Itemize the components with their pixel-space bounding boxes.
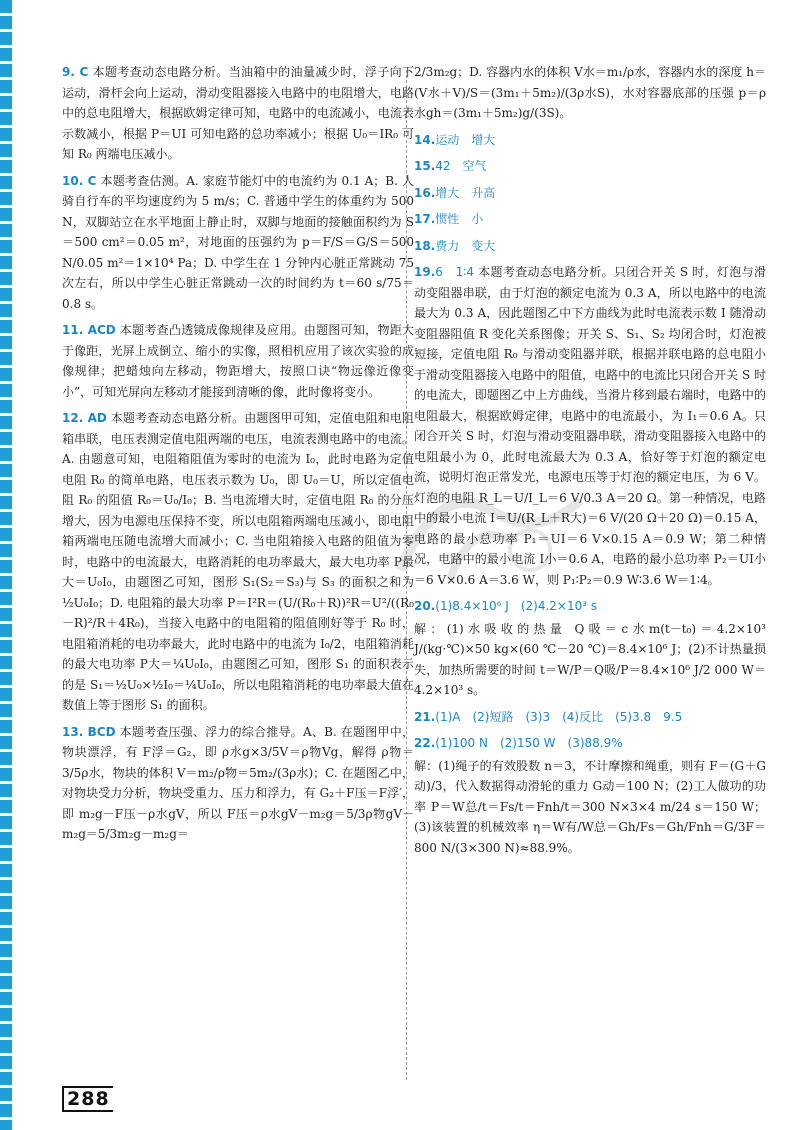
answer-text: 增大 升高 xyxy=(435,185,496,200)
explanation-text: 本题考查估测。A. 家庭节能灯中的电流约为 0.1 A；B. 人骑自行车的平均速度约为 5 m/s；C. 普通中学生的体重约为 500 N，双脚站立在水平地面上静止时，双脚与地面的接触面积约为 S＝500 cm²＝0.05 m²，对地面的压强约为 p＝F/S＝G/S＝500 N/0.05 m²＝1×10⁴ Pa；D. 中学生在 1 分钟内心脏正常跳动 75 次左右，所以中学生心脏正常跳动一次的时间约为 t＝60 s/75＝0.8 s。 xyxy=(62,173,414,311)
answer-13 xyxy=(62,722,414,845)
answer-20 xyxy=(414,596,766,701)
question-number: 10. C xyxy=(62,173,97,188)
answer-text: (1)100 N (2)150 W (3)88.9% xyxy=(435,736,623,750)
question-number: 14. xyxy=(414,132,436,147)
answer-text: 42 空气 xyxy=(435,159,487,173)
question-number: 15. xyxy=(414,159,436,173)
page-edge-bar xyxy=(0,0,12,1130)
answer-9 xyxy=(62,62,414,165)
answer-22 xyxy=(414,733,766,858)
question-number: 13. BCD xyxy=(62,724,116,739)
answer-text: 惯性 小 xyxy=(435,212,484,226)
left-column xyxy=(62,62,414,851)
answer-text: 6 1∶4 xyxy=(435,265,474,279)
question-number: 21. xyxy=(414,709,436,724)
answer-16 xyxy=(414,183,766,204)
answer-18 xyxy=(414,236,766,257)
explanation-text: 本题考查动态电路分析。由题图甲可知，定值电阻和电阻箱串联，电压表测定值电阻两端的电压，电流表测电路中的电流。A. 由题意可知，电阻箱阻值为零时的电流为 I₀，此时电路为定值电阻 R₀ 的简单电路，电压表示数为 U₀，即 U₀＝U，所以定值电阻 R₀ 的阻值 R₀＝U₀/I₀；B. 当电流增大时，定值电阻 R₀ 的分压增大，因为电源电压保持不变，所以电阻箱两端电压减小，即电阻箱两端电压随电流增大而减小；C. 当电阻箱接入电路的阻值为零时，电路中的电流最大，电路消耗的电功率最大，最大电功率 P最大＝U₀I₀，由题图乙可知，图形 S₁(S₂＝S₃)与 S₃ 的面积之和为 ½U₀I₀；D. 电阻箱的最大功率 P＝I²R＝(U/(R₀＋R))²R＝U²/((R₀－R)²/R＋4R₀)，当接入电路中的电阻箱的阻值刚好等于 R₀ 时，电阻箱消耗的电功率最大，此时电路中的电流为 I₀/2，电阻箱消耗的最大电功率 P大＝¼U₀I₀，由题图乙可知，图形 S₁ 的面积表示的是 S₁＝½U₀×½I₀＝¼U₀I₀，所以电阻箱消耗的电功率最大值在数值上等于图形 S₁ 的面积。 xyxy=(62,411,414,712)
answer-21 xyxy=(414,707,766,728)
answer-19 xyxy=(414,262,766,590)
question-number: 16. xyxy=(414,185,436,200)
answer-17 xyxy=(414,209,766,230)
page-number: 288 xyxy=(62,1086,113,1112)
explanation-text: 解：(1)水吸收的热量 Q吸＝c水m(t－t₀)＝4.2×10³ J/(kg·℃)×50 kg×(60 ℃－20 ℃)＝8.4×10⁶ J；(2)不计热量损失，加热所需要的时间 t＝W/P＝Q吸/P＝8.4×10⁶ J/2 000 W＝4.2×10³ s。 xyxy=(414,621,766,697)
question-number: 20. xyxy=(414,599,436,613)
answer-text: (1)8.4×10⁶ J (2)4.2×10³ s xyxy=(435,599,598,613)
answer-10 xyxy=(62,171,414,315)
explanation-text: 2/3m₂g；D. 容器内水的体积 V水＝m₁/ρ水，容器内水的深度 h＝(V水＋V)/S＝(3m₁＋5m₂)/(3ρ水S)，水对容器底部的压强 p＝ρ水gh＝(3m₁＋5m₂)g/(3S)。 xyxy=(414,65,766,120)
question-number: 11. ACD xyxy=(62,323,116,337)
explanation-text: 解：(1)绳子的有效股数 n＝3，不计摩擦和绳重，则有 F＝(G＋G动)/3，代入数据得动滑轮的重力 G动＝100 N；(2)工人做功的功率 P＝W总/t＝Fs/t＝Fnh/t＝300 N×3×4 m/24 s＝150 W；(3)该装置的机械效率 η＝W有/W总＝Gh/Fs＝Gh/Fnh＝G/3F＝800 N/(3×300 N)≈88.9%。 xyxy=(414,758,766,855)
question-number: 22. xyxy=(414,736,436,750)
question-number: 9. C xyxy=(62,65,89,79)
explanation-text: 本题考查动态电路分析。只闭合开关 S 时，灯泡与滑动变阻器串联，由于灯泡的额定电流为 0.3 A，所以电路中的电流最大为 0.3 A，因此题图乙中下方曲线为此时电流表示数 I 随滑动变阻器阻值 R 变化关系图像；开关 S、S₁、S₂ 均闭合时，灯泡被短接，定值电阻 R₀ 与滑动变阻器并联，根据并联电路的总电阻小于滑动变阻器接入电路中的阻值，电路中的电流比只闭合开关 S 时的电流大，即题图乙中上方曲线，当滑片移到最右端时，电路中的电阻最大，根据欧姆定律，电路中的电流最小，为 I₁＝0.6 A。只闭合开关 S 时，灯泡与滑动变阻器串联，滑动变阻器接入电路中的电阻最小为 0，此时电流最大为 0.3 A，恰好等于灯泡的额定电流，说明灯泡正常发光，电源电压等于灯泡的额定电压，为 6 V。灯泡的电阻 R_L＝U/I_L＝6 V/0.3 A＝20 Ω。第一种情况，电路中的最小电流 I＝U/(R_L＋R大)＝6 V/(20 Ω＋20 Ω)＝0.15 A，电路的最小总功率 P₁＝UI＝6 V×0.15 A＝0.9 W；第二种情况，电路中的最小电流 I小＝0.6 A，电路的最小总功率 P₂＝UI小＝6 V×0.6 A＝3.6 W，则 P₁∶P₂＝0.9 W∶3.6 W＝1∶4。 xyxy=(414,265,766,587)
question-number: 12. AD xyxy=(62,411,107,425)
answer-15 xyxy=(414,156,766,177)
answer-text: 运动 增大 xyxy=(435,132,496,147)
explanation-text: 本题考查凸透镜成像规律及应用。由题图可知，物距大于像距，光屏上成倒立、缩小的实像，照相机应用了该次实验的成像规律；把蜡烛向左移动，物距增大，按照口诀“物远像近像变小”，可知光屏向左移动才能接到清晰的像，此时像将变小。 xyxy=(62,323,414,399)
explanation-text: 本题考查动态电路分析。当油箱中的油量减少时，浮子向下运动，滑杆会向上运动，滑动变阻器接入电路中的电阻增大，电路中的总电阻增大，根据欧姆定律可知，电路中的电流减小，电流表示数减小，根据 P＝UI 可知电路的总功率减小；根据 U₀＝IR₀ 可知 R₀ 两端电压减小。 xyxy=(62,65,414,161)
answer-14 xyxy=(414,130,766,151)
answer-text: 费力 变大 xyxy=(435,238,496,253)
explanation-text: 本题考查压强、浮力的综合推导。A、B. 在题图甲中，物块漂浮，有 F浮＝G₂，即 ρ水g×3/5V＝ρ物Vg，解得 ρ物＝3/5ρ水，物块的体积 V＝m₂/ρ物＝5m₂/(3ρ水)；C. 在题图乙中，对物块受力分析，物块受重力、压力和浮力，有 G₂＋F压＝F浮′，即 m₂g－F压－ρ水gV，所以 F压＝ρ水gV－m₂g＝5/3ρ物gV－m₂g＝5/3m₂g－m₂g＝ xyxy=(62,724,414,841)
right-column xyxy=(414,62,766,864)
question-number: 17. xyxy=(414,212,436,226)
answer-12 xyxy=(62,408,414,716)
question-number: 19. xyxy=(414,265,436,279)
answer-text: (1)A (2)短路 (3)3 (4)反比 (5)3.8 9.5 xyxy=(435,709,683,724)
answer-13-continued xyxy=(414,62,766,124)
question-number: 18. xyxy=(414,238,436,253)
answer-11 xyxy=(62,320,414,402)
